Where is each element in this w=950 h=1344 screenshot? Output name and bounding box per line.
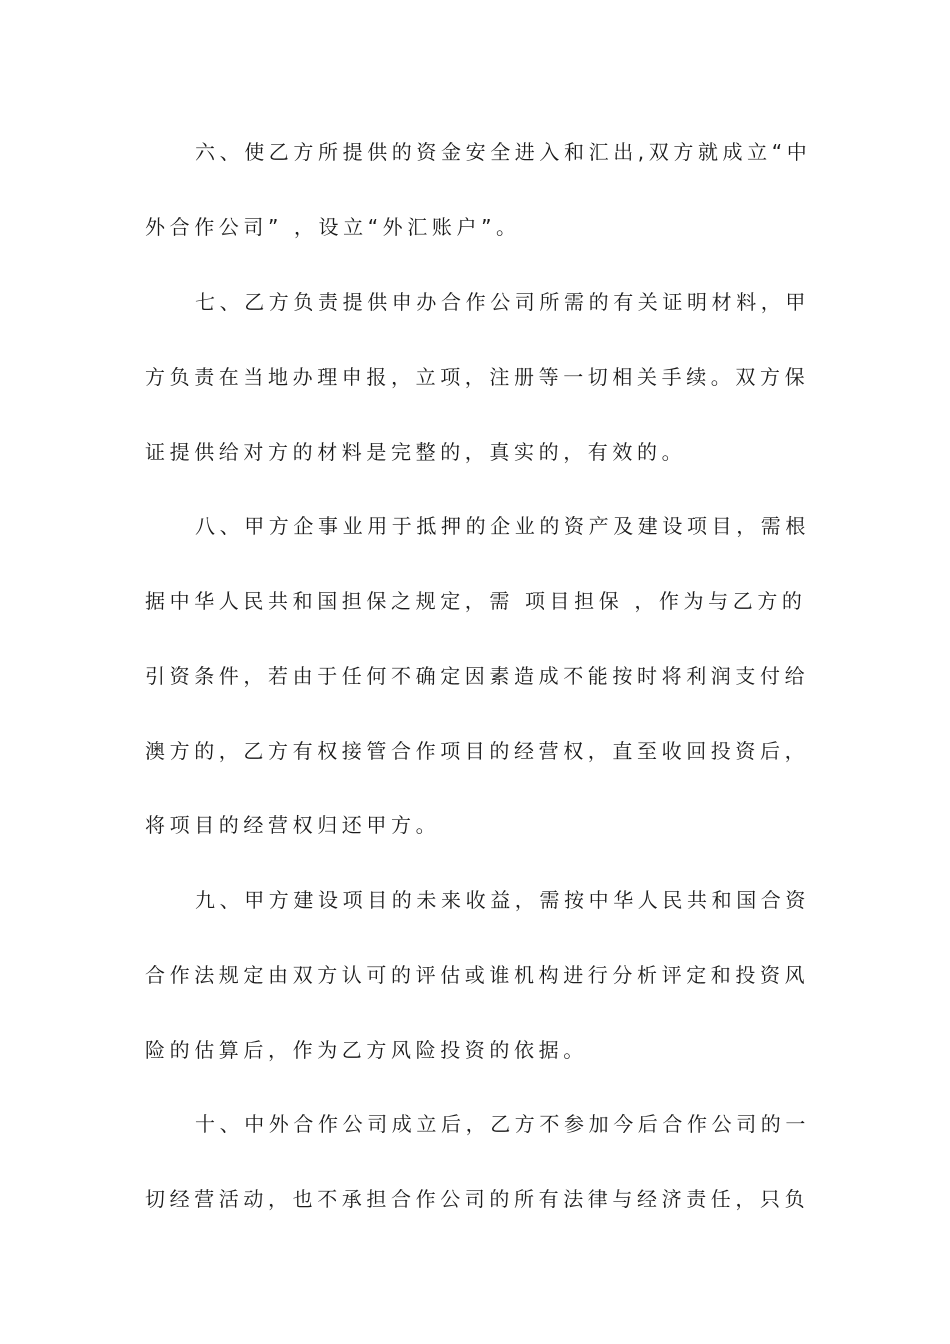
- paragraph-6-line-1: 六、使乙方所提供的资金安全进入和汇出,双方就成立“中: [195, 140, 812, 164]
- paragraph-7-line-2: 方负责在当地办理申报，立项，注册等一切相关手续。双方保: [145, 365, 810, 389]
- paragraph-8-line-5: 将项目的经营权归还甲方。: [145, 813, 441, 837]
- paragraph-7-line-1: 七、乙方负责提供申办合作公司所需的有关证明材料，甲: [195, 290, 810, 314]
- paragraph-10-line-2: 切经营活动，也不承担合作公司的所有法律与经济责任，只负: [145, 1187, 810, 1211]
- paragraph-8-line-3: 引资条件，若由于任何不确定因素造成不能按时将利润支付给: [145, 664, 810, 688]
- paragraph-9-line-2: 合作法规定由双方认可的评估或谁机构进行分析评定和投资风: [145, 963, 810, 987]
- paragraph-6-line-2: 外合作公司” ，设立“外汇账户”。: [145, 215, 521, 239]
- paragraph-7-line-3: 证提供给对方的材料是完整的，真实的，有效的。: [145, 440, 687, 464]
- paragraph-8-line-4: 澳方的，乙方有权接管合作项目的经营权，直至收回投资后，: [145, 739, 810, 763]
- paragraph-8-line-1: 八、甲方企事业用于抵押的企业的资产及建设项目，需根: [195, 514, 810, 538]
- paragraph-8-line-2: 据中华人民共和国担保之规定，需 项目担保 ，作为与乙方的: [145, 589, 807, 613]
- paragraph-9-line-3: 险的估算后，作为乙方风险投资的依据。: [145, 1038, 588, 1062]
- paragraph-10-line-1: 十、中外合作公司成立后，乙方不参加今后合作公司的一: [195, 1112, 810, 1136]
- paragraph-9-line-1: 九、甲方建设项目的未来收益，需按中华人民共和国合资: [195, 888, 810, 912]
